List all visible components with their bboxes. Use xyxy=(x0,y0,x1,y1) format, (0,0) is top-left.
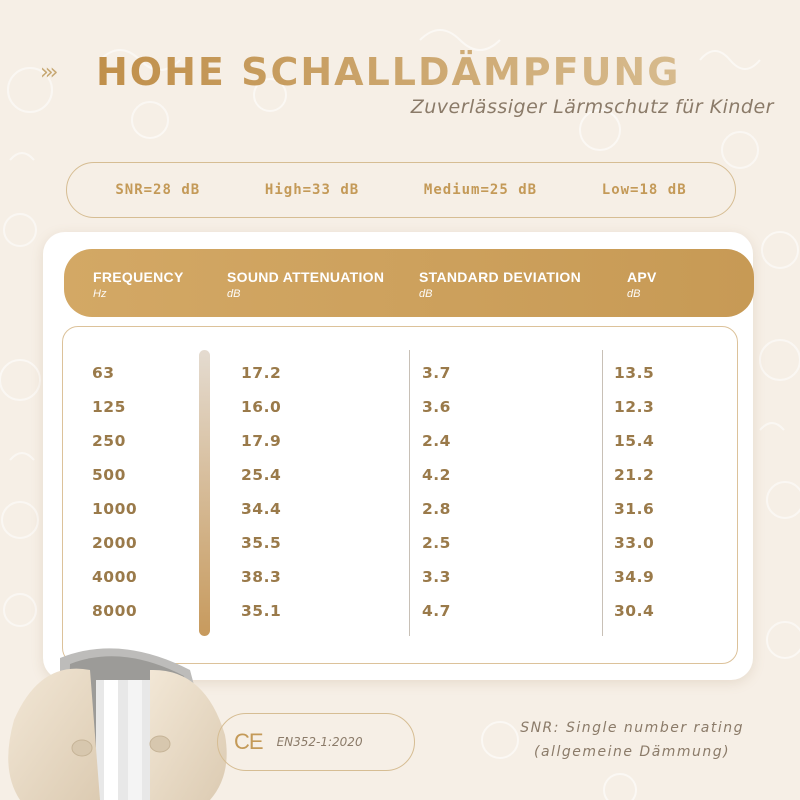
table-cell: 34.4 xyxy=(241,500,282,518)
table-cell: 4.7 xyxy=(422,602,451,620)
std-deviation-column xyxy=(422,362,451,634)
earmuff-product-image xyxy=(0,640,235,800)
table-cell: 33.0 xyxy=(614,534,655,552)
column-divider xyxy=(602,350,603,636)
certification-badge xyxy=(217,713,415,771)
column-header-frequency: FREQUENCY Hz xyxy=(93,269,184,300)
table-cell: 63 xyxy=(92,364,115,382)
table-cell: 17.2 xyxy=(241,364,282,382)
column-header-sound-attenuation: SOUND ATTENUATION dB xyxy=(227,269,385,300)
footnote-line: (allgemeine Dämmung) xyxy=(534,744,731,760)
table-cell: 13.5 xyxy=(614,364,655,382)
column-header-apv: APV dB xyxy=(627,269,657,300)
table-scrollbar[interactable] xyxy=(199,350,210,636)
table-cell: 8000 xyxy=(92,602,138,620)
table-cell: 35.5 xyxy=(241,534,282,552)
column-divider xyxy=(409,350,410,636)
page-title: HOHE SCHALLDÄMPFUNG xyxy=(96,50,681,94)
page-subtitle: Zuverlässiger Lärmschutz für Kinder xyxy=(410,96,774,118)
table-cell: 12.3 xyxy=(614,398,655,416)
page-header xyxy=(40,50,774,118)
frequency-column xyxy=(92,362,137,634)
table-cell: 25.4 xyxy=(241,466,282,484)
column-header-standard-deviation: STANDARD DEVIATION dB xyxy=(419,269,581,300)
table-cell: 38.3 xyxy=(241,568,282,586)
table-cell: 4000 xyxy=(92,568,138,586)
table-cell: 31.6 xyxy=(614,500,655,518)
table-cell: 4.2 xyxy=(422,466,451,484)
chevron-right-icon: ››› xyxy=(40,60,55,85)
medium-value: Medium=25 dB xyxy=(423,182,538,198)
table-cell: 2.8 xyxy=(422,500,451,518)
table-cell: 15.4 xyxy=(614,432,655,450)
table-cell: 500 xyxy=(92,466,126,484)
table-cell: 16.0 xyxy=(241,398,282,416)
table-cell: 125 xyxy=(92,398,126,416)
low-value: Low=18 dB xyxy=(601,182,687,198)
table-cell: 2.5 xyxy=(422,534,451,552)
ce-mark-icon: CE xyxy=(234,729,263,754)
table-header xyxy=(64,249,754,317)
table-cell: 17.9 xyxy=(241,432,282,450)
table-cell: 34.9 xyxy=(614,568,655,586)
table-cell: 3.6 xyxy=(422,398,451,416)
snr-value: SNR=28 dB xyxy=(115,182,201,198)
table-cell: 3.7 xyxy=(422,364,451,382)
certification-standard: EN352-1:2020 xyxy=(276,735,363,749)
apv-column xyxy=(614,362,654,634)
footnote-line: SNR: Single number rating xyxy=(520,720,744,736)
table-cell: 2000 xyxy=(92,534,138,552)
attenuation-column xyxy=(241,362,281,634)
table-cell: 1000 xyxy=(92,500,138,518)
snr-footnote xyxy=(520,716,744,764)
table-cell: 35.1 xyxy=(241,602,282,620)
high-value: High=33 dB xyxy=(264,182,360,198)
table-cell: 21.2 xyxy=(614,466,655,484)
table-cell: 250 xyxy=(92,432,126,450)
table-cell: 30.4 xyxy=(614,602,655,620)
table-cell: 3.3 xyxy=(422,568,451,586)
table-cell: 2.4 xyxy=(422,432,451,450)
snr-summary-bar xyxy=(66,162,736,218)
